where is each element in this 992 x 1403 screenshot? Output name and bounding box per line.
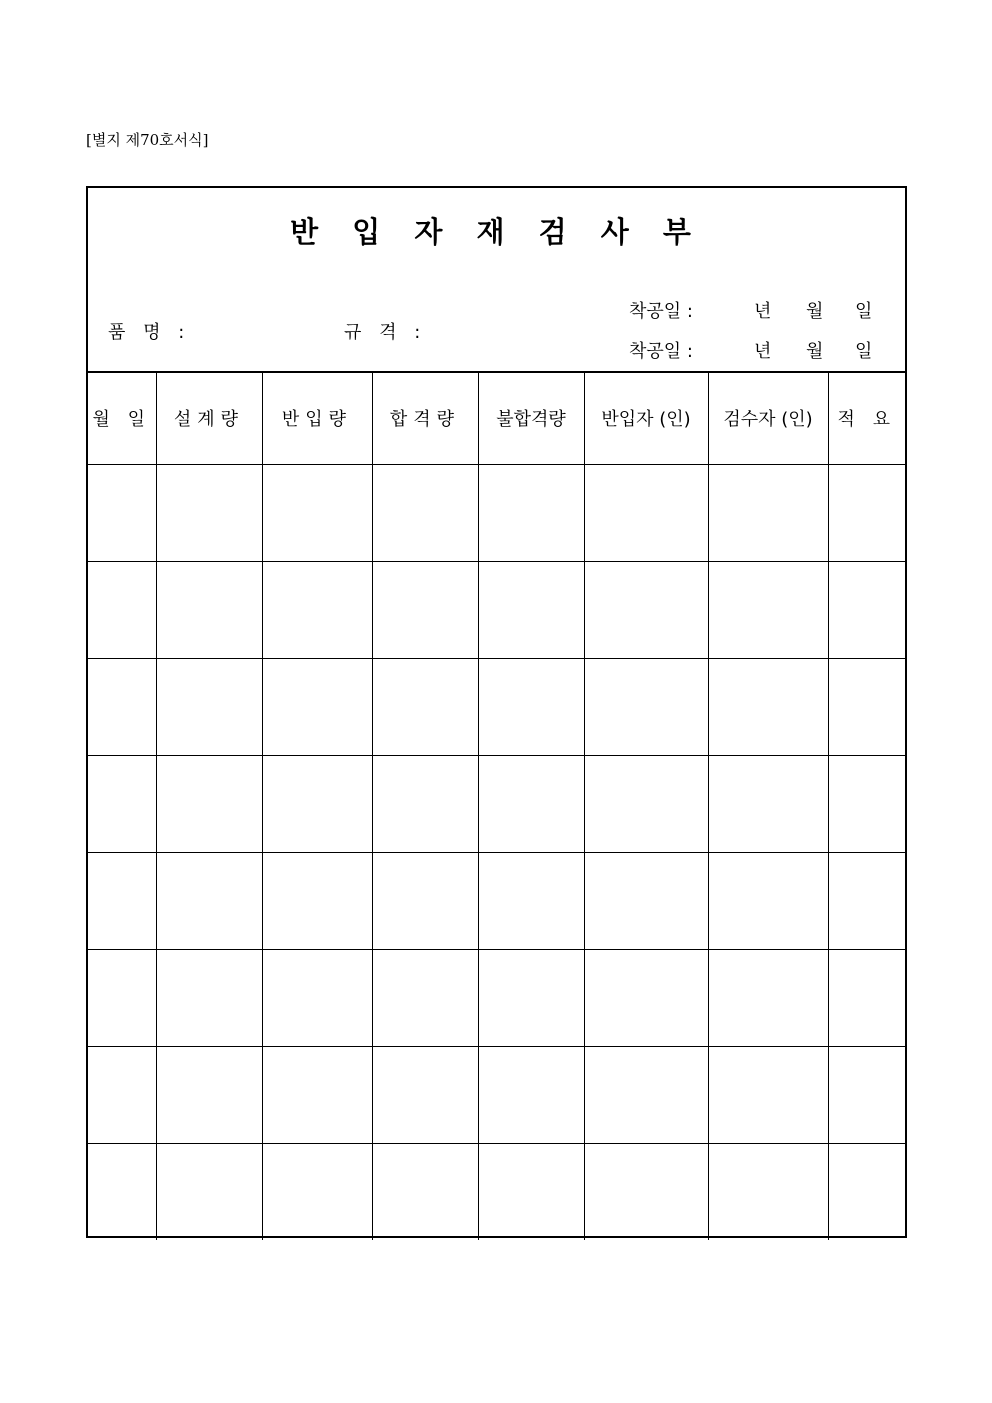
table-cell[interactable] (372, 658, 478, 755)
column-header-failed-quantity: 불합격량 (478, 373, 584, 464)
start-date-row (629, 297, 889, 323)
table-cell[interactable] (828, 1046, 905, 1143)
table-cell[interactable] (584, 949, 708, 1046)
table-cell[interactable] (88, 1143, 156, 1240)
table-cell[interactable] (828, 658, 905, 755)
table-row (88, 949, 905, 1046)
month-label: 월 (806, 301, 824, 322)
table-cell[interactable] (708, 464, 828, 561)
table-cell[interactable] (478, 1046, 584, 1143)
item-name-label: 품 명 : (108, 322, 191, 343)
table-cell[interactable] (828, 755, 905, 852)
table-cell[interactable] (708, 852, 828, 949)
table-cell[interactable] (262, 755, 372, 852)
table-cell[interactable] (156, 658, 262, 755)
table-cell[interactable] (584, 1046, 708, 1143)
table-row (88, 852, 905, 949)
column-header-remarks: 적 요 (828, 373, 905, 464)
specification-label: 규 격 : (344, 322, 427, 343)
table-cell[interactable] (262, 1046, 372, 1143)
table-cell[interactable] (708, 755, 828, 852)
table-cell[interactable] (156, 949, 262, 1046)
table-cell[interactable] (88, 949, 156, 1046)
table-cell[interactable] (708, 658, 828, 755)
table-cell[interactable] (262, 561, 372, 658)
table-cell[interactable] (262, 658, 372, 755)
table-cell[interactable] (372, 852, 478, 949)
month-label: 월 (806, 341, 824, 362)
table-cell[interactable] (828, 949, 905, 1046)
table-cell[interactable] (372, 464, 478, 561)
table-cell[interactable] (708, 1046, 828, 1143)
table-cell[interactable] (156, 561, 262, 658)
column-header-passed-quantity: 합격량 (372, 373, 478, 464)
table-cell[interactable] (372, 1143, 478, 1240)
table-cell[interactable] (478, 658, 584, 755)
table-cell[interactable] (156, 852, 262, 949)
table-cell[interactable] (478, 755, 584, 852)
inspection-table (88, 373, 905, 1240)
table-cell[interactable] (478, 1143, 584, 1240)
table-cell[interactable] (372, 949, 478, 1046)
table-cell[interactable] (262, 852, 372, 949)
table-row (88, 561, 905, 658)
table-cell[interactable] (708, 949, 828, 1046)
table-cell[interactable] (584, 464, 708, 561)
table-cell[interactable] (584, 852, 708, 949)
table-cell[interactable] (478, 852, 584, 949)
table-cell[interactable] (372, 755, 478, 852)
start-date-label: 착공일 : (629, 341, 693, 362)
year-label: 년 (754, 341, 772, 362)
day-label: 일 (855, 341, 873, 362)
start-date-row (629, 337, 889, 363)
table-row (88, 658, 905, 755)
table-cell[interactable] (708, 1143, 828, 1240)
table-cell[interactable] (88, 852, 156, 949)
table-cell[interactable] (478, 561, 584, 658)
table-cell[interactable] (584, 561, 708, 658)
form-title: 반 입 자 재 검 사 부 (290, 215, 703, 249)
table-cell[interactable] (478, 949, 584, 1046)
table-cell[interactable] (262, 464, 372, 561)
table-cell[interactable] (88, 755, 156, 852)
table-cell[interactable] (262, 949, 372, 1046)
column-header-delivered-quantity: 반입량 (262, 373, 372, 464)
inspection-form (86, 186, 907, 1238)
table-header-row (88, 373, 905, 464)
table-cell[interactable] (156, 755, 262, 852)
table-cell[interactable] (828, 561, 905, 658)
table-row (88, 1143, 905, 1240)
table-cell[interactable] (262, 1143, 372, 1240)
table-cell[interactable] (584, 755, 708, 852)
table-cell[interactable] (478, 464, 584, 561)
column-header-deliverer: 반입자 (인) (584, 373, 708, 464)
column-header-date: 월 일 (88, 373, 156, 464)
table-cell[interactable] (828, 464, 905, 561)
year-label: 년 (754, 301, 772, 322)
table-cell[interactable] (156, 1143, 262, 1240)
column-header-design-quantity: 설계량 (156, 373, 262, 464)
table-cell[interactable] (88, 464, 156, 561)
table-cell[interactable] (372, 1046, 478, 1143)
start-date-label: 착공일 : (629, 301, 693, 322)
table-cell[interactable] (88, 561, 156, 658)
table-cell[interactable] (584, 658, 708, 755)
table-row (88, 1046, 905, 1143)
table-row (88, 464, 905, 561)
table-cell[interactable] (828, 1143, 905, 1240)
table-cell[interactable] (88, 658, 156, 755)
column-header-inspector: 검수자 (인) (708, 373, 828, 464)
table-cell[interactable] (372, 561, 478, 658)
table-cell[interactable] (88, 1046, 156, 1143)
table-row (88, 755, 905, 852)
form-number: [별지 제70호서식] (86, 131, 209, 149)
table-cell[interactable] (708, 561, 828, 658)
table-cell[interactable] (156, 1046, 262, 1143)
table-cell[interactable] (584, 1143, 708, 1240)
form-header (88, 188, 905, 373)
day-label: 일 (855, 301, 873, 322)
table-cell[interactable] (828, 852, 905, 949)
table-cell[interactable] (156, 464, 262, 561)
